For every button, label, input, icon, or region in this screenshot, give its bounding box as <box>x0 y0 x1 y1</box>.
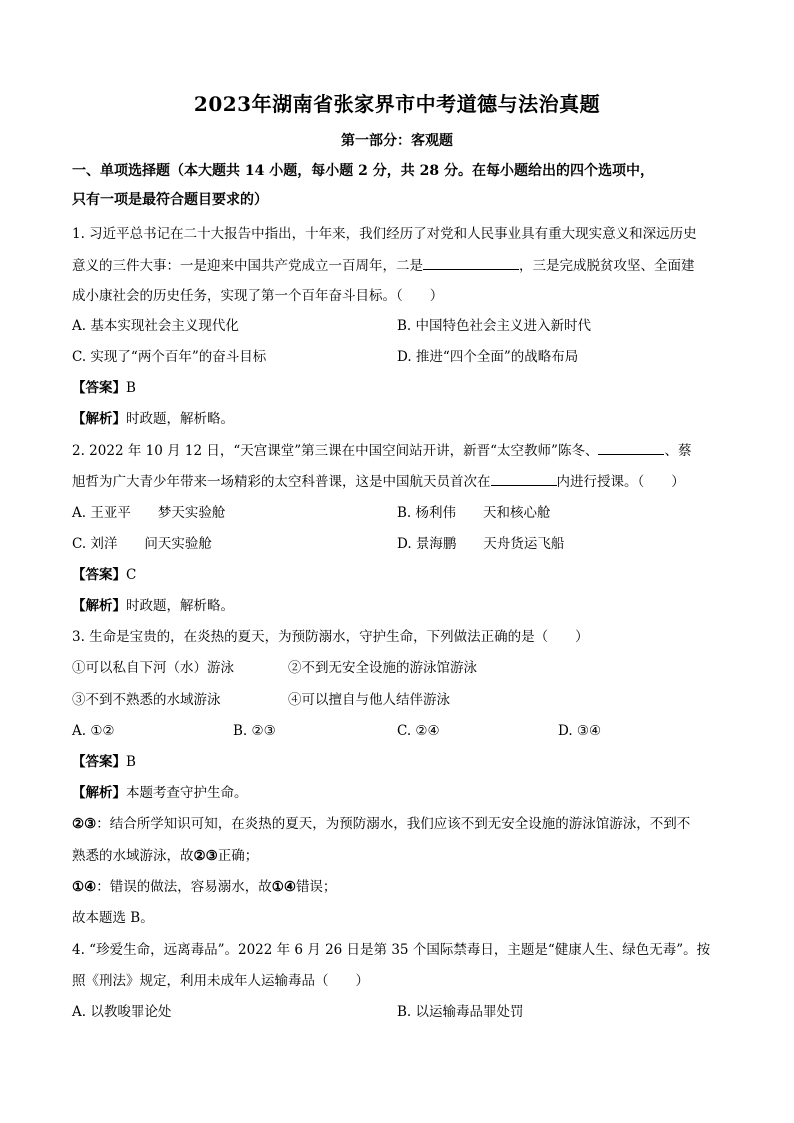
q3-explanation-line3 <box>72 877 732 897</box>
analysis-label: 【解析】 <box>72 411 126 427</box>
q3-exp2-numbers-ref: ①④ <box>271 879 296 895</box>
q2-option-a: A. 王亚平 梦天实验舱 <box>72 505 226 521</box>
q1-option-c: C. 实现了“两个百年”的奋斗目标 <box>72 349 267 365</box>
q3-answer <box>72 752 732 772</box>
q1-analysis-text: 时政题，解析略。 <box>126 411 234 427</box>
q3-answer-value: B <box>126 754 136 770</box>
q2-stem-line1 <box>72 440 732 461</box>
q1-option-d: D. 推进“四个全面”的战略布局 <box>397 349 579 365</box>
q2-answer-blank-1 <box>598 440 664 455</box>
section-heading-line1: 一、单项选择题（本大题共 14 小题，每小题 2 分，共 28 分。在每小题给出的四个选项中， <box>72 163 654 179</box>
answer-label: 【答案】 <box>72 380 126 396</box>
q1-answer <box>72 378 732 398</box>
q3-option-b: B. ②③ <box>233 723 276 739</box>
q3-conclusion: 故本题选 B。 <box>72 910 154 926</box>
q3-exp1-numbers-ref: ②③ <box>193 848 218 864</box>
q1-answer-value: B <box>126 380 136 396</box>
section-subtitle: 第一部分：客观题 <box>341 133 453 149</box>
page-title: 2023年湖南省张家界市中考道德与法治真题 <box>193 92 601 116</box>
q3-exp1-text-b: 熟悉的水域游泳，故 <box>72 848 194 864</box>
q3-exp1-text-c: 正确； <box>217 848 259 864</box>
q1-stem-line2-text-a: 意义的三件大事：一是迎来中国共产党成立一百周年，二是 <box>72 258 423 274</box>
q1-answer-blank <box>423 255 519 270</box>
q3-exp1-numbers: ②③ <box>72 816 97 832</box>
section-heading-line2: 只有一项是最符合题目要求的） <box>72 192 268 208</box>
q2-option-d: D. 景海鹏 天舟货运飞船 <box>397 536 565 552</box>
answer-label: 【答案】 <box>72 754 126 770</box>
q3-option-c: C. ②④ <box>397 723 440 739</box>
q2-stem-line2-text-a: 旭哲为广大青少年带来一场精彩的太空科普课，这是中国航天员首次在 <box>72 474 491 490</box>
q1-stem-line2 <box>72 255 732 276</box>
q2-answer <box>72 565 732 585</box>
q3-explanation-line2 <box>72 846 732 866</box>
q3-analysis <box>72 783 732 803</box>
q3-exp2-text-c: 错误； <box>295 879 337 895</box>
q2-stem-line2 <box>72 471 732 492</box>
q3-option-d: D. ③④ <box>558 723 602 739</box>
q1-stem-line2-text-b: ，三是完成脱贫攻坚、全面建 <box>519 258 695 274</box>
q4-option-b: B. 以运输毒品罪处罚 <box>397 1004 524 1020</box>
q1-stem-line1: 1. 习近平总书记在二十大报告中指出，十年来，我们经历了对党和人民事业具有重大现实意义和深远历史 <box>72 226 697 242</box>
q3-stem-line1: 3. 生命是宝贵的，在炎热的夏天，为预防溺水，守护生命，下列做法正确的是（ ） <box>72 629 589 645</box>
q4-option-a: A. 以教唆罪论处 <box>72 1004 172 1020</box>
q3-statement-4: ④可以擅自与他人结伴游泳 <box>288 692 450 708</box>
q2-option-c: C. 刘洋 问天实验舱 <box>72 536 212 552</box>
q3-explanation-line1 <box>72 814 732 834</box>
q2-stem-line2-text-b: 内进行授课。（ ） <box>556 474 685 490</box>
q3-exp2-numbers: ①④ <box>72 879 97 895</box>
q3-analysis-text: 本题考查守护生命。 <box>126 785 248 801</box>
q3-option-a: A. ①② <box>72 723 115 739</box>
q1-analysis <box>72 409 732 429</box>
q4-stem-line1: 4. “珍爱生命，远离毒品”。2022 年 6 月 26 日是第 35 个国际禁毒日，主题是“健康人生、绿色无毒”。按 <box>72 942 711 958</box>
q2-analysis-text: 时政题，解析略。 <box>126 598 234 614</box>
q1-option-b: B. 中国特色社会主义进入新时代 <box>397 318 592 334</box>
q3-statement-3: ③不到不熟悉的水域游泳 <box>72 692 221 708</box>
q3-exp1-text: ：结合所学知识可知，在炎热的夏天，为预防溺水，我们应该不到无安全设施的游泳馆游泳，不到不 <box>96 816 691 832</box>
q1-stem-line3: 成小康社会的历史任务，实现了第一个百年奋斗目标。（ ） <box>72 288 444 304</box>
q3-statement-1: ①可以私自下河（水）游泳 <box>72 660 234 676</box>
q2-answer-value: C <box>126 567 137 583</box>
q3-exp2-text: ：错误的做法，容易溺水，故 <box>96 879 272 895</box>
q2-analysis <box>72 596 732 616</box>
analysis-label: 【解析】 <box>72 598 126 614</box>
q2-stem-line1-text-b: 、蔡 <box>664 443 692 459</box>
q4-stem-line2: 照《刑法》规定，利用未成年人运输毒品（ ） <box>72 973 369 989</box>
answer-label: 【答案】 <box>72 567 126 583</box>
q1-option-a: A. 基本实现社会主义现代化 <box>72 318 239 334</box>
analysis-label: 【解析】 <box>72 785 126 801</box>
q2-stem-line1-text-a: 2. 2022 年 10 月 12 日，“天宫课堂”第三课在中国空间站开讲，新晋“太空教师”陈冬、 <box>72 443 599 459</box>
q3-statement-2: ②不到无安全设施的游泳馆游泳 <box>288 660 477 676</box>
q2-answer-blank-2 <box>491 471 557 486</box>
q2-option-b: B. 杨利伟 天和核心舱 <box>397 505 551 521</box>
